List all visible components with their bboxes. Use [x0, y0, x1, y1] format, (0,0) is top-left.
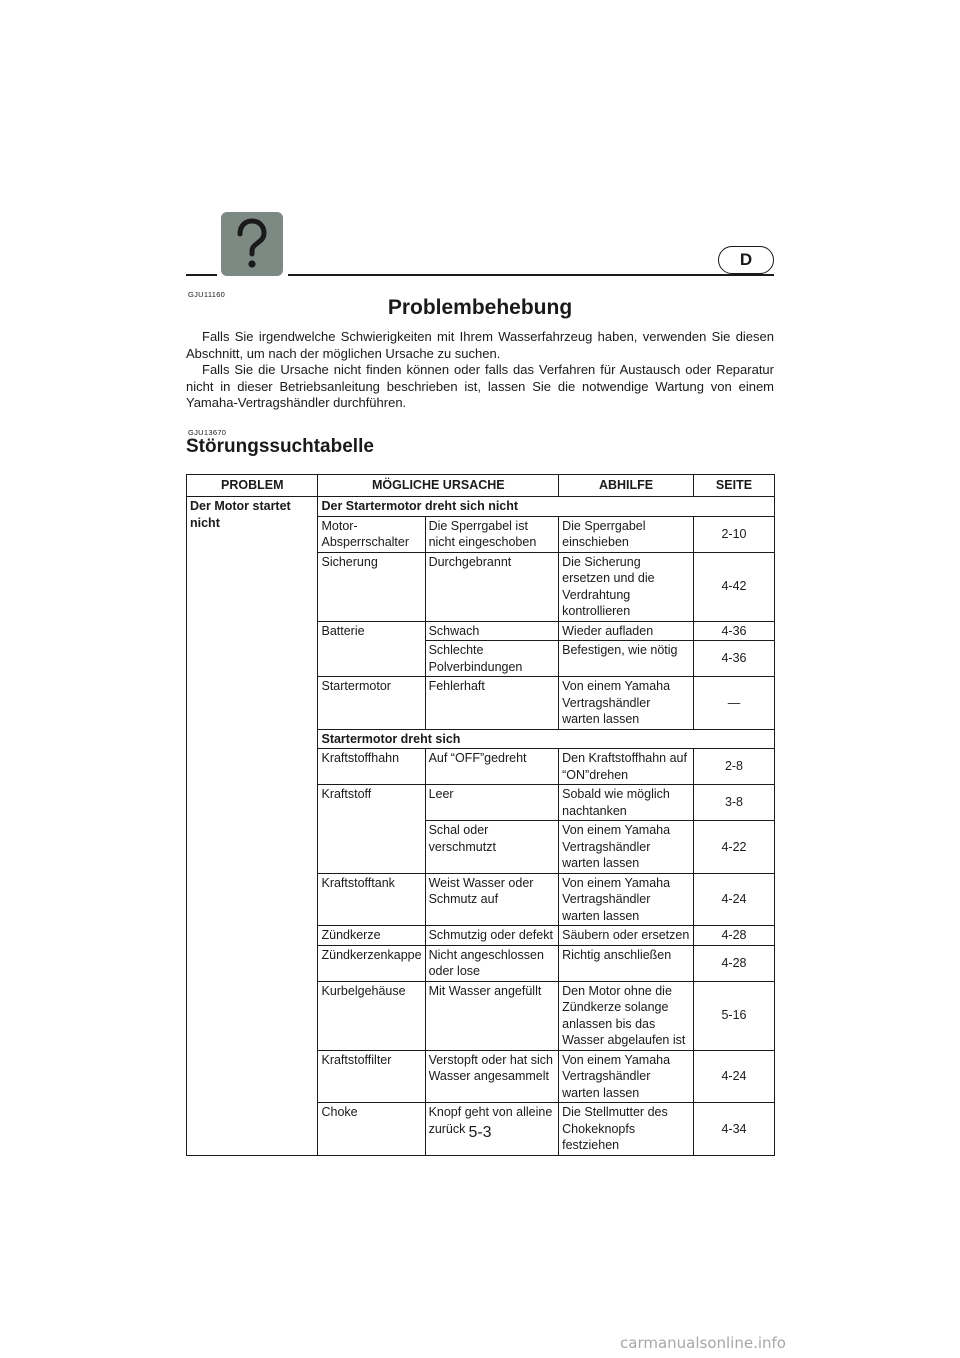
cause-cell: Nicht angeschlossen oder lose	[425, 945, 559, 981]
cause-cell: Schwach	[425, 621, 559, 641]
cause-cell: Leer	[425, 785, 559, 821]
cause-cell: Durchgebrannt	[425, 552, 559, 621]
watermark: carmanualsonline.info	[620, 1334, 786, 1352]
part-cell: Kraftstofftank	[318, 873, 425, 926]
page-cell: 4-24	[693, 873, 774, 926]
page-cell: 3-8	[693, 785, 774, 821]
remedy-cell: Von einem Yamaha Vertragshändler warten lassen	[559, 821, 694, 874]
remedy-cell: Den Motor ohne die Zündkerze solange anlassen bis das Wasser abgelaufen ist	[559, 981, 694, 1050]
page-cell: 4-28	[693, 945, 774, 981]
troubleshooting-table	[186, 474, 775, 1156]
page-cell: 4-36	[693, 621, 774, 641]
remedy-cell: Von einem Yamaha Vertragshändler warten lassen	[559, 873, 694, 926]
intro-text	[186, 329, 774, 412]
part-cell: Sicherung	[318, 552, 425, 621]
page-cell: 2-8	[693, 749, 774, 785]
cause-cell: Die Sperrgabel ist nicht eingeschoben	[425, 516, 559, 552]
cause-cell: Mit Wasser angefüllt	[425, 981, 559, 1050]
header-problem: PROBLEM	[187, 475, 318, 497]
cause-cell: Schal oder verschmutzt	[425, 821, 559, 874]
page-cell: 2-10	[693, 516, 774, 552]
header-remedy: ABHILFE	[559, 475, 694, 497]
cause-cell: Verstopft oder hat sich Wasser angesammelt	[425, 1050, 559, 1103]
page-number: 5-3	[468, 1124, 492, 1141]
remedy-cell: Sobald wie möglich nachtanken	[559, 785, 694, 821]
cause-cell: Auf “OFF”gedreht	[425, 749, 559, 785]
question-mark-glyph	[232, 218, 272, 270]
remedy-cell: Von einem Yamaha Vertragshändler warten lassen	[559, 677, 694, 730]
remedy-cell: Die Sperrgabel einschieben	[559, 516, 694, 552]
part-cell: Zündkerzenkappe	[318, 945, 425, 981]
section-code: GJU11160	[188, 290, 226, 299]
remedy-cell: Von einem Yamaha Vertragshändler warten lassen	[559, 1050, 694, 1103]
page-cell: 4-24	[693, 1050, 774, 1103]
part-cell: Startermotor	[318, 677, 425, 730]
header-cause: MÖGLICHE URSACHE	[318, 475, 559, 497]
part-cell: Zündkerze	[318, 926, 425, 946]
question-mark-icon	[221, 212, 283, 276]
part-cell: Batterie	[318, 621, 425, 677]
subsection-title: Störungssuchtabelle	[186, 436, 374, 457]
cause-cell: Weist Wasser oder Schmutz auf	[425, 873, 559, 926]
page-cell: 4-36	[693, 641, 774, 677]
header-rule-left	[186, 274, 217, 276]
problem-cell: Der Motor startet nicht	[187, 497, 318, 1156]
remedy-cell: Richtig anschließen	[559, 945, 694, 981]
page-cell: 5-16	[693, 981, 774, 1050]
language-badge: D	[718, 246, 774, 274]
cause-cell: Knopf geht von alleine zurück	[425, 1103, 559, 1156]
remedy-cell: Wieder aufladen	[559, 621, 694, 641]
remedy-cell: Den Kraftstoffhahn auf “ON”drehen	[559, 749, 694, 785]
remedy-cell: Säubern oder ersetzen	[559, 926, 694, 946]
page-cell: 4-28	[693, 926, 774, 946]
part-cell: Choke	[318, 1103, 425, 1156]
header-page: SEITE	[693, 475, 774, 497]
subsection-code: GJU13670	[188, 428, 227, 437]
table-header-row	[187, 475, 775, 497]
group-label: Der Startermotor dreht sich nicht	[318, 497, 775, 517]
page-title: Problembehebung	[387, 296, 573, 319]
part-cell: Motor-Absperrschalter	[318, 516, 425, 552]
page-cell: 4-42	[693, 552, 774, 621]
page-cell: —	[693, 677, 774, 730]
intro-paragraph-1: Falls Sie irgendwelche Schwierigkeiten mit Ihrem Wasserfahrzeug haben, verwenden Sie diesen Abschnitt, um nach der möglichen Ursache zu suchen.	[186, 329, 774, 361]
remedy-cell: Die Sicherung ersetzen und die Verdrahtung kontrollieren	[559, 552, 694, 621]
remedy-cell: Die Stellmutter des Chokeknopfs festziehen	[559, 1103, 694, 1156]
cause-cell: Schmutzig oder defekt	[425, 926, 559, 946]
part-cell: Kurbelgehäuse	[318, 981, 425, 1050]
remedy-cell: Befestigen, wie nötig	[559, 641, 694, 677]
page-cell: 4-34	[693, 1103, 774, 1156]
part-cell: Kraftstoffhahn	[318, 749, 425, 785]
part-cell: Kraftstoff	[318, 785, 425, 874]
cause-cell: Schlechte Polverbindungen	[425, 641, 559, 677]
cause-cell: Fehlerhaft	[425, 677, 559, 730]
page-cell: 4-22	[693, 821, 774, 874]
header-rule-right	[288, 274, 774, 276]
table-group-row	[187, 497, 775, 517]
part-cell: Kraftstoffilter	[318, 1050, 425, 1103]
group-label: Startermotor dreht sich	[318, 729, 775, 749]
intro-paragraph-2: Falls Sie die Ursache nicht finden können oder falls das Verfahren für Austausch oder Reparatur nicht in dieser Betriebsanleitung beschrieben ist, lassen Sie die notwendige Wartung von einem Yamaha-Vertragshändler durchführen.	[186, 362, 774, 410]
